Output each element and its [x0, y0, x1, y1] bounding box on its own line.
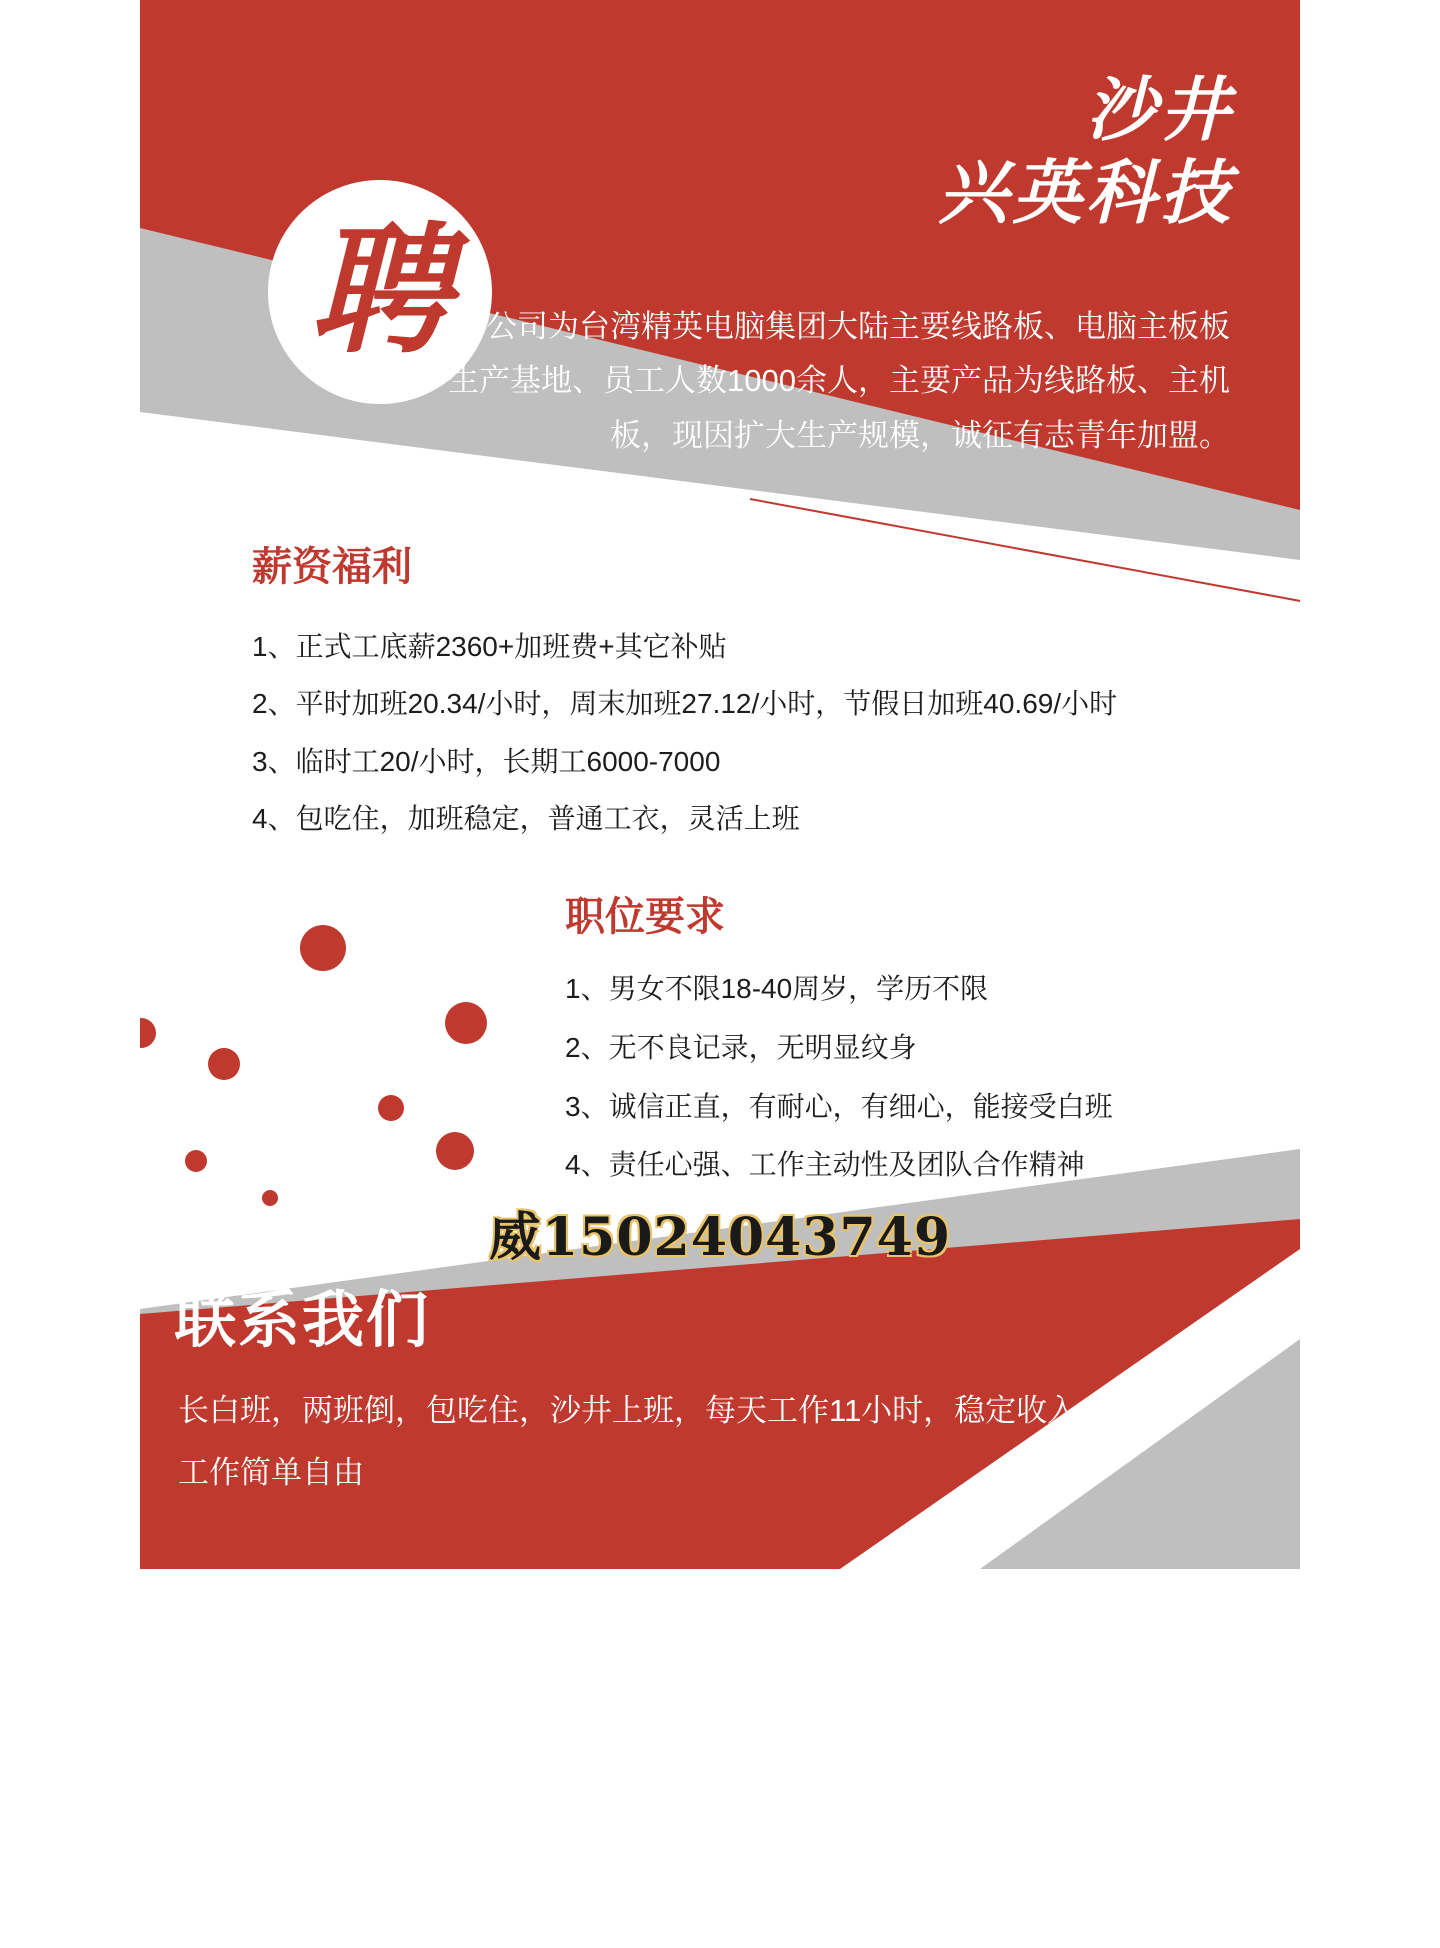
list-item: 4、责任心强、工作主动性及团队合作精神 — [565, 1149, 1085, 1181]
brand-line-1: 沙井 — [1086, 71, 1234, 149]
seal-character: 聘 — [309, 210, 450, 373]
requirements-section-title: 职位要求 — [565, 895, 725, 939]
list-item: 1、正式工底薪2360+加班费+其它补贴 — [252, 631, 727, 662]
contact-phone: 威15024043749 — [489, 1207, 951, 1268]
brand-title — [938, 70, 1234, 235]
decorative-dots-cluster — [140, 900, 560, 1240]
dot — [378, 1095, 404, 1121]
list-item: 1、男女不限18-40周岁，学历不限 — [565, 973, 989, 1004]
list-item: 4、包吃住，加班稳定，普通工衣，灵活上班 — [252, 803, 800, 835]
list-item: 3、诚信正直，有耐心，有细心，能接受白班 — [565, 1090, 1113, 1122]
list-item: 2、平时加班20.34/小时，周末加班27.12/小时，节假日加班40.69/小时 — [252, 688, 1118, 720]
list-item: 3、临时工20/小时，长期工6000-7000 — [252, 745, 721, 777]
contact-section-body: 长白班，两班倒，包吃住，沙井上班，每天工作11小时，稳定收入，工作简单自由 — [178, 1393, 1110, 1490]
recruitment-poster — [140, 0, 1300, 1569]
brand-line-2: 兴英科技 — [938, 153, 1234, 232]
dot — [436, 1132, 474, 1170]
dot — [208, 1048, 240, 1080]
dot — [185, 1150, 207, 1172]
list-item: 2、无不良记录，无明显纹身 — [565, 1031, 917, 1063]
salary-section — [252, 535, 1212, 848]
dot — [445, 1002, 487, 1044]
dot — [140, 1018, 156, 1048]
dot — [300, 925, 346, 971]
contact-section-title: 联系我们 — [174, 1286, 431, 1355]
requirements-section — [565, 885, 1265, 1195]
company-intro: 本公司为台湾精英电脑集团大陆主要线路板、电脑主板板生产基地、员工人数1000余人，主要产品为线路板、主机板，现因扩大生产规模，诚征有志青年加盟。 — [448, 309, 1230, 453]
salary-section-title: 薪资福利 — [252, 545, 412, 589]
